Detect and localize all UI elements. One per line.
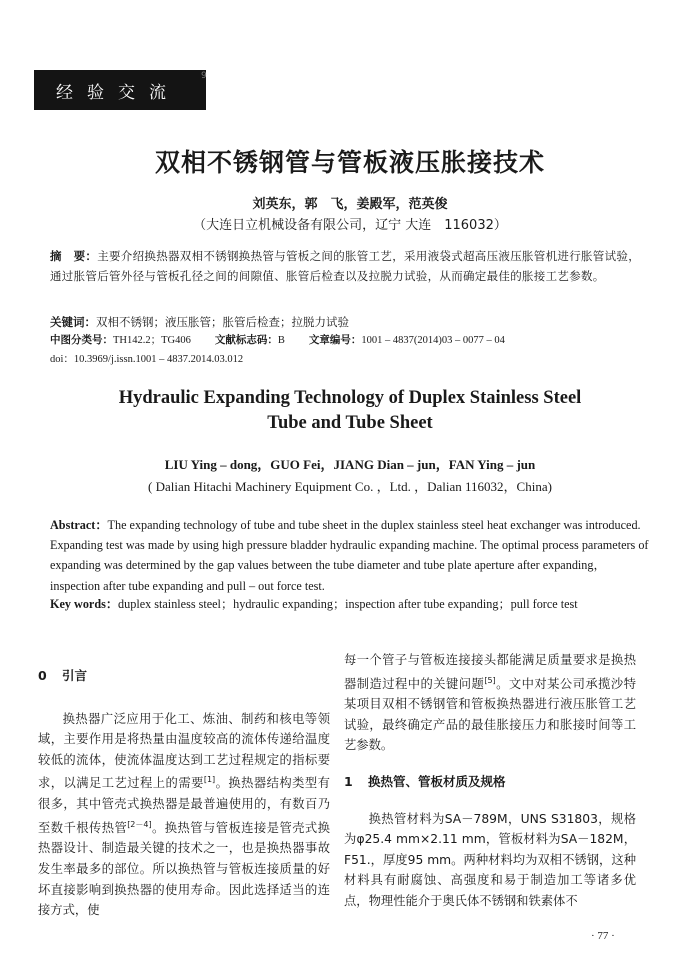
article-metadata [50,331,670,369]
citation-2-4[interactable]: [2－4] [127,819,152,829]
chinese-authors: 刘英东，郭 飞，姜殿军，范英俊 [252,197,448,212]
paragraph-text: 每一个管子与管板连接接头都能满足质量要求是换热器制造过程中的关键问题 [344,653,636,691]
section-0-title: 引言 [62,668,88,683]
chinese-keywords [50,312,650,332]
english-affiliation: ( Dalian Hitachi Machinery Equipment Co. ，Ltd. ，Dalian 116032，China) [148,479,552,494]
section-1-number: 1 [344,774,353,790]
paragraph-text: 。换热器结构类型有很多，其中管壳式换热器是最普遍使用的，有数百乃至数千根传热管 [38,776,330,835]
continued-paragraph [344,650,636,756]
body-right-column [344,650,636,912]
doi[interactable]: doi：10.3969/j.issn.1001 – 4837.2014.03.012 [50,354,244,365]
section-1-heading [344,772,636,793]
chinese-abstract-text: 主要介绍换热器双相不锈钢换热管与管板之间的胀管工艺，采用液袋式超高压液压胀管机进行胀管试验，通过胀管后管外径与管板孔径之间的间隙值、胀管后检查以及拉脱力试验，从而确定最佳的胀接工艺参数。 [50,249,640,283]
english-abstract [50,515,650,596]
paragraph-text: 换热器广泛应用于化工、炼油、制药和核电等领域，主要作用是将热量由温度较高的流体传递给温度较低的流体，使流体温度达到工艺过程规定的指标要求，以满足工艺过程上的需要 [38,711,330,791]
section-0-paragraph [38,709,330,921]
english-title [0,386,700,436]
section-0-heading [38,666,330,687]
citation-5[interactable]: [5] [484,675,496,685]
citation-1[interactable]: [1] [203,775,216,785]
english-abstract-label: Abstract： [50,518,108,532]
section-0-number: 0 [38,668,47,683]
chinese-keywords-label: 关键词： [50,315,96,329]
banner-mark: 9 [201,71,207,81]
english-keywords [50,594,670,614]
chinese-title: 双相不锈钢管与管板液压胀接技术 [154,148,545,177]
chinese-abstract-label: 摘 要： [50,249,98,263]
english-authors: LIU Ying – dong，GUO Fei，JIANG Dian – jun，FAN Ying – jun [164,457,536,472]
page-number: · 77 · [591,930,615,942]
clc-value: TH142.2；TG406 [113,335,191,346]
paragraph-text: 。换热管与管板连接是管壳式换热器设计、制造最关键的技术之一，也是换热器事故发生率最多的部位。所以换热管与管板连接质量的好坏直接影响到换热器的使用寿命。因此选择适当的连接方式，使 [38,820,330,918]
section-1-title: 换热管、管板材质及规格 [368,774,506,790]
clc-label: 中图分类号： [50,335,113,346]
body-left-column [38,650,330,921]
doc-code-label: 文献标志码： [214,335,278,346]
english-title-line2: Tube and Tube Sheet [267,413,433,433]
article-no-label: 文章编号： [308,335,362,346]
classification-line [50,331,670,350]
paragraph-text: 。文中对某公司承揽沙特某项目双相不锈钢管和管板换热器进行液压胀管工艺试验，最终确定产品的最佳胀接压力和胀接时间等工艺参数。 [344,676,636,753]
section-banner: 经验交流 [34,70,206,110]
english-keywords-label: Key words： [50,597,119,611]
section-1-paragraph: 换热管材料为SA－789M，UNS S31803，规格为φ25.4 mm×2.11 mm，管板材料为SA－182M，F51.，厚度95 mm。两种材料均为双相不锈钢，这种材料具有耐腐蚀、高强度和易于制造加工等诸多优点，物理性能介于奥氏体不锈钢和铁素体不 [344,811,636,909]
english-keywords-text: duplex stainless steel；hydraulic expanding；inspection after tube expanding；pull force test [118,597,578,611]
doc-code-value: B [277,335,285,346]
english-title-line1: Hydraulic Expanding Technology of Duplex Stainless Steel [118,388,582,408]
chinese-affiliation: （大连日立机械设备有限公司，辽宁 大连 116032） [193,218,507,233]
chinese-abstract [50,246,650,286]
article-no-value: 1001 – 4837(2014)03 – 0077 – 04 [361,335,505,346]
chinese-keywords-text: 双相不锈钢；液压胀管；胀管后检查；拉脱力试验 [96,315,349,329]
english-abstract-text: The expanding technology of tube and tube sheet in the duplex stainless steel heat exchanger was introduced. Expanding test was made by using high pressure bladder hydraulic expanding machine. The optimal process parameters of expanding was determined by the gap values between the tube diameter and tube plate aperture after expanding，inspection after tube expanding and pull – out force test. [50,518,649,593]
